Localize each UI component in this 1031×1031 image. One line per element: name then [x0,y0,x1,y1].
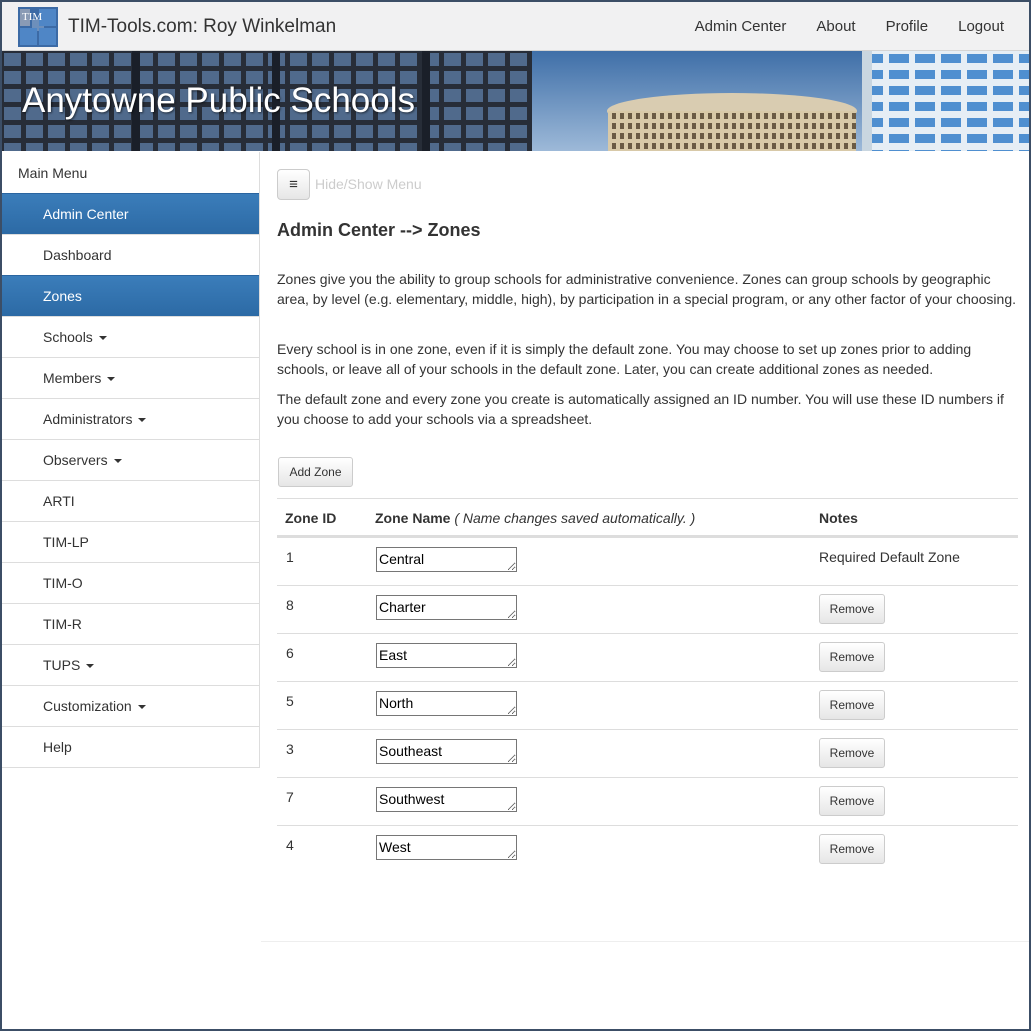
sidebar-item-observers[interactable] [2,439,259,480]
zone-name-input[interactable]: West [376,835,517,860]
sidebar-item-members[interactable] [2,357,259,398]
zone-id: 5 [286,693,294,709]
table-row [277,825,1018,873]
zone-name-input[interactable]: Central [376,547,517,572]
sidebar-heading: Main Menu [18,165,88,181]
zone-id: 7 [286,789,294,805]
table-row [277,537,1018,585]
hamburger-icon: ≡ [289,176,298,193]
nav-profile[interactable]: Profile [885,18,929,35]
top-nav [680,2,1019,51]
sidebar-item-label: Administrators [43,411,133,427]
sidebar-item-customization[interactable] [2,685,259,726]
zones-table [277,498,1018,873]
caret-down-icon [99,336,107,340]
sidebar-item-label: TUPS [43,657,81,673]
hamburger-menu-button[interactable] [277,169,310,200]
remove-zone-button[interactable]: Remove [819,690,885,720]
sidebar-item-label: Observers [43,452,108,468]
remove-zone-button[interactable]: Remove [819,642,885,672]
sidebar-item-administrators[interactable] [2,398,259,439]
sidebar-item-label: Help [43,739,72,755]
sidebar-item-dashboard[interactable] [2,234,259,275]
hero-banner [2,51,1029,151]
sidebar-item-tim-lp[interactable] [2,521,259,562]
zone-id: 8 [286,597,294,613]
sidebar-item-label: Zones [43,288,82,304]
sidebar-item-arti[interactable] [2,480,259,521]
caret-down-icon [107,377,115,381]
zone-id: 6 [286,645,294,661]
zone-name-input[interactable]: Charter [376,595,517,620]
brand-title[interactable]: TIM-Tools.com: Roy Winkelman [68,16,337,37]
remove-zone-button[interactable]: Remove [819,594,885,624]
district-title: Anytowne Public Schools [22,81,415,120]
column-header-notes: Notes [819,510,858,526]
zone-name-input[interactable]: East [376,643,517,668]
sidebar-item-admin-center[interactable] [2,193,259,234]
intro-paragraph: Zones give you the ability to group schools for administrative convenience. Zones can group schools by geographic area, by level (e.g. elementary, middle, high), by participation in a special program, or any other factor of your choosing. [277,271,1017,307]
nav-admin-center[interactable]: Admin Center [694,18,787,35]
sidebar-item-label: Dashboard [43,247,112,263]
sidebar-item-label: TIM-R [43,616,82,632]
sidebar-item-tups[interactable] [2,644,259,685]
zone-id: 3 [286,741,294,757]
remove-zone-button[interactable]: Remove [819,738,885,768]
intro-paragraph: Every school is in one zone, even if it is simply the default zone. You may choose to set up zones prior to adding schools, or leave all of your schools in the default zone. Later, you can create additional zones as needed. [277,341,972,377]
table-row [277,585,1018,633]
zone-name-input[interactable]: Southeast [376,739,517,764]
column-header-zone-name: Zone Name ( Name changes saved automatically. ) [375,510,696,526]
sidebar-item-zones[interactable] [2,275,259,316]
sidebar-item-label: TIM-LP [43,534,89,550]
caret-down-icon [138,418,146,422]
zone-name-input[interactable]: Southwest [376,787,517,812]
top-navbar [2,2,1029,51]
intro-paragraph: The default zone and every zone you create is automatically assigned an ID number. You will use these ID numbers if you choose to add your schools via a spreadsheet. [277,391,1004,427]
zone-note: Required Default Zone [819,549,960,565]
column-header-note: ( Name changes saved automatically. ) [454,510,696,526]
sidebar-item-help[interactable] [2,726,259,767]
remove-zone-button[interactable]: Remove [819,786,885,816]
main-content [261,152,1029,942]
sidebar-item-label: Members [43,370,102,386]
sidebar [2,152,260,768]
zone-name-input[interactable]: North [376,691,517,716]
hide-show-menu-label[interactable]: Hide/Show Menu [315,176,422,192]
remove-zone-button[interactable]: Remove [819,834,885,864]
caret-down-icon [86,664,94,668]
sidebar-item-schools[interactable] [2,316,259,357]
table-row [277,729,1018,777]
page-title: Admin Center --> Zones [277,220,481,240]
nav-about[interactable]: About [816,18,856,35]
sidebar-item-label: Customization [43,698,132,714]
caret-down-icon [138,705,146,709]
sidebar-item-label: ARTI [43,493,75,509]
table-row [277,633,1018,681]
sidebar-item-tim-o[interactable] [2,562,259,603]
zone-id: 1 [286,549,294,565]
column-header-zone-id: Zone ID [285,510,337,526]
table-row [277,681,1018,729]
tim-logo-icon[interactable] [18,7,58,47]
table-row [277,777,1018,825]
caret-down-icon [114,459,122,463]
nav-logout[interactable]: Logout [958,18,1004,35]
add-zone-button[interactable]: Add Zone [278,457,353,487]
zone-id: 4 [286,837,294,853]
sidebar-item-label: TIM-O [43,575,83,591]
table-header [277,499,1018,537]
sidebar-item-label: Admin Center [43,206,129,222]
sidebar-item-tim-r[interactable] [2,603,259,644]
sidebar-item-label: Schools [43,329,93,345]
logo-text: TIM [22,11,43,23]
